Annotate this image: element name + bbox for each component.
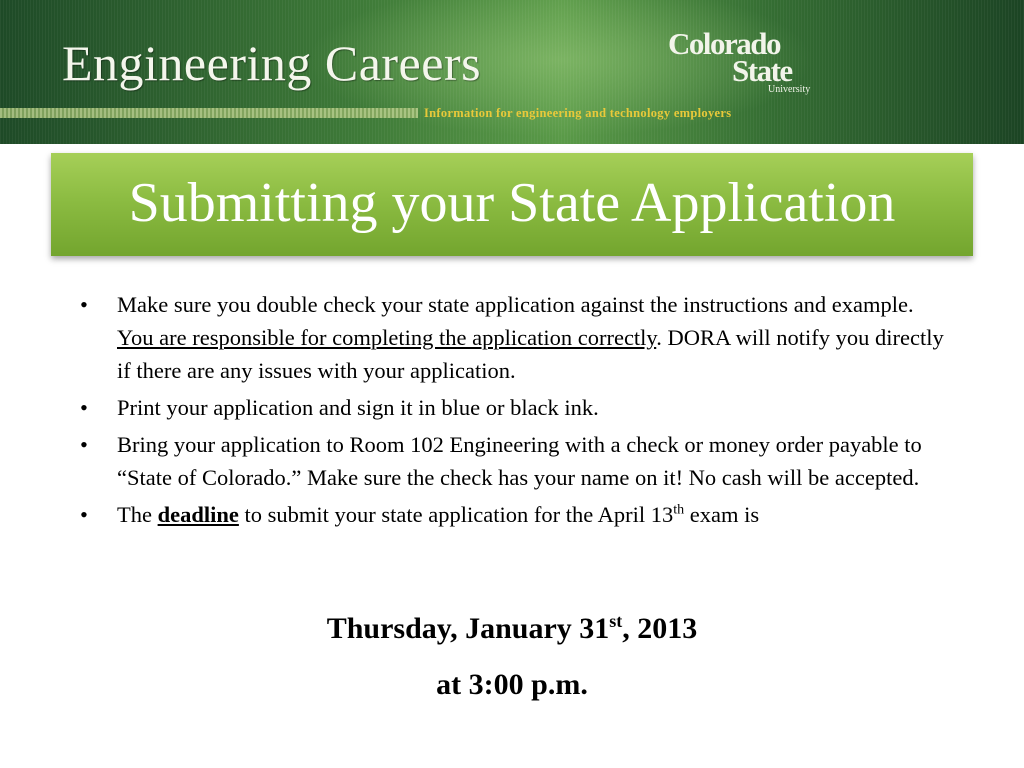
deadline-keyword: deadline — [157, 502, 239, 527]
logo-line-state: State — [732, 53, 792, 88]
bullet-text: The — [117, 502, 158, 527]
slide-title-bar — [51, 153, 973, 256]
banner-stripe — [0, 108, 418, 118]
underlined-responsibility: You are responsible for completing the application correctly — [117, 325, 657, 350]
bullet-text: to submit your state application for the April 13 — [238, 502, 674, 527]
bullet-deadline — [74, 498, 944, 531]
bullet-text: . DORA will notify you directly if there are any issues with your application. — [117, 325, 944, 383]
bullet-icon: • — [80, 502, 88, 527]
superscript-st: st — [609, 611, 623, 631]
bullet-double-check — [74, 288, 944, 387]
slide-title: Submitting your State Application — [128, 171, 896, 234]
csu-logo — [668, 28, 828, 98]
slide-content — [74, 288, 944, 535]
bullet-print-sign — [74, 391, 944, 424]
deadline-date — [0, 612, 1024, 646]
banner-tagline: Information for engineering and technology employers — [424, 106, 732, 120]
bullet-icon: • — [80, 395, 88, 420]
bullet-text: exam is — [684, 502, 760, 527]
deadline-date-main: Thursday, January 31 — [326, 612, 610, 645]
logo-line-colorado: Colorado — [668, 26, 780, 61]
bullet-icon: • — [80, 292, 88, 317]
header-banner — [0, 0, 1024, 144]
bullet-text: Make sure you double check your state application against the instructions and example. — [117, 292, 914, 317]
deadline-time: at 3:00 p.m. — [436, 668, 588, 701]
bullet-text: Bring your application to Room 102 Engineering with a check or money order payable to “State of Colorado.” Make sure the check has your name on it! No cash will be accepted. — [117, 432, 922, 490]
bullet-icon: • — [80, 432, 88, 457]
bullet-list — [74, 288, 944, 531]
logo-line-university: University — [768, 84, 811, 95]
banner-title: Engineering Careers — [62, 35, 482, 91]
bullet-bring-application — [74, 428, 944, 494]
deadline-date-year: , 2013 — [622, 612, 698, 645]
superscript-th: th — [673, 502, 685, 518]
bullet-text: Print your application and sign it in blue or black ink. — [117, 395, 599, 420]
